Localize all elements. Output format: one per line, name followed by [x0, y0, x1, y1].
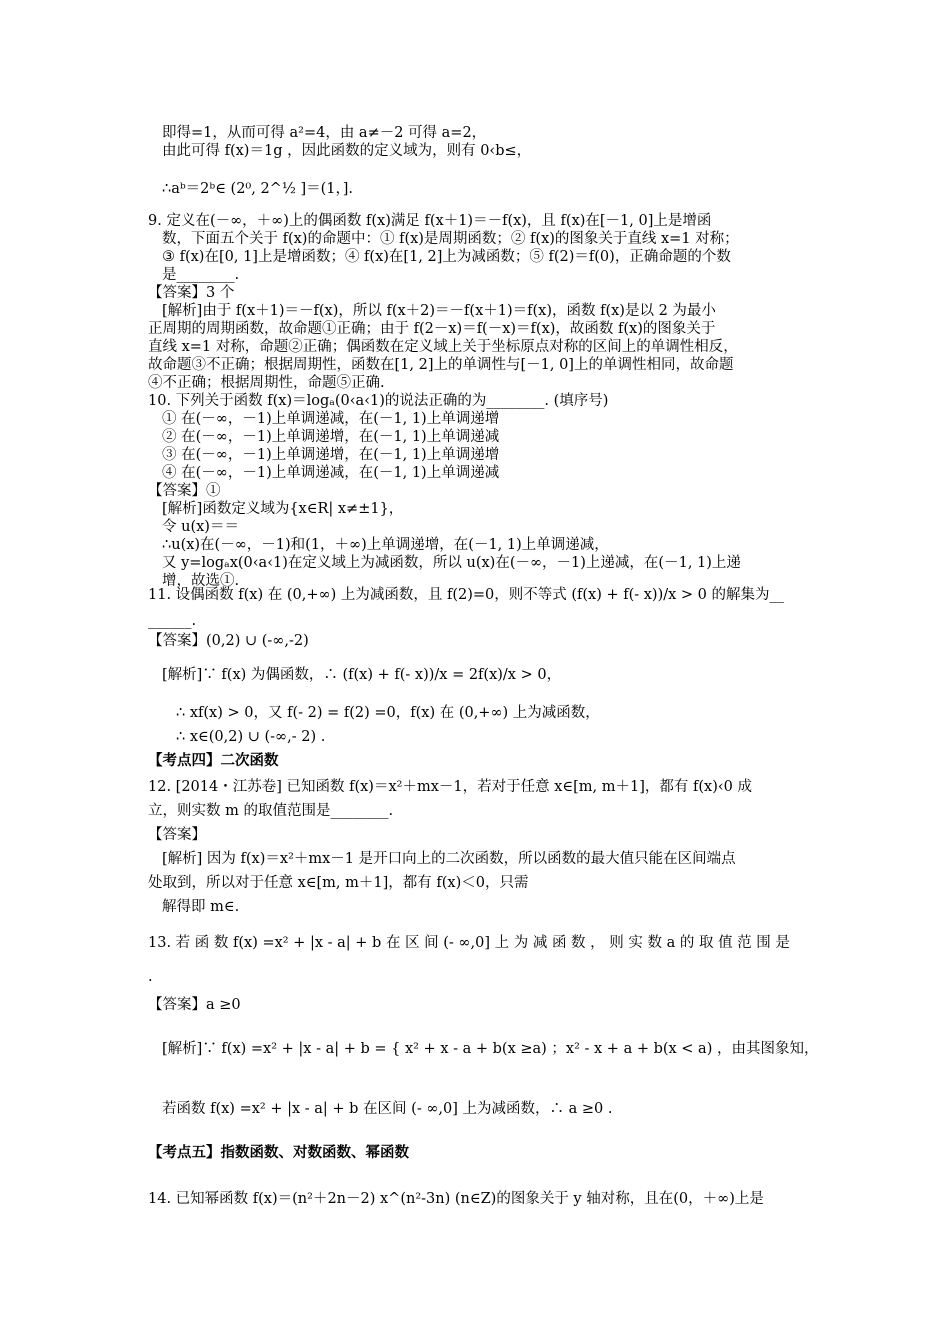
explanation-13-line: 若函数 f(x) =x² + |x - a| + b 在区间 (- ∞,0] 上为减函数，∴ a ≥0 .	[162, 1101, 613, 1117]
explanation-10-line: 令 u(x)＝＝	[162, 519, 239, 535]
answer-9: 【答案】3 个	[148, 285, 235, 301]
explanation-9-line: 故命题③不正确；根据周期性，函数在[1, 2]上的单调性与[－1, 0]上的单调性相同，故命题	[148, 357, 734, 373]
question-11-line: ______.	[148, 613, 197, 629]
section-heading-4: 【考点四】二次函数	[148, 752, 279, 769]
explanation-11-line: ∴ x∈(0,2) ∪ (-∞,- 2) .	[176, 729, 326, 745]
answer-13: 【答案】a ≥0	[148, 997, 241, 1013]
explanation-12-line: 解得即 m∈.	[162, 899, 240, 915]
question-9-line: 是________.	[162, 267, 240, 283]
explanation-10-line: [解析]函数定义域为{x∈R| x≠±1}，	[162, 501, 404, 517]
explanation-11-line: ∴ xf(x) > 0，又 f(- 2) = f(2) =0，f(x) 在 (0,+∞) 上为减函数，	[176, 705, 600, 721]
question-9-line: ③ f(x)在[0, 1]上是增函数；④ f(x)在[1, 2]上为减函数；⑤ f(2)＝f(0)，正确命题的个数	[162, 249, 731, 265]
explanation-10-line: 增，故选①.	[162, 573, 240, 589]
explanation-9-line: ④不正确；根据周期性，命题⑤正确.	[148, 375, 385, 391]
explanation-13-line: [解析]∵ f(x) =x² + |x - a| + b = { x² + x - a + b(x ≥a) ；x² - x + a + b(x < a) ，由其图象知，	[162, 1041, 819, 1057]
question-10-option: ④ 在(－∞，－1)上单调递减，在(－1, 1)上单调递减	[162, 465, 500, 481]
question-9-line: 9. 定义在(－∞，＋∞)上的偶函数 f(x)满足 f(x＋1)＝－f(x)，且 f(x)在[－1, 0]上是增函	[148, 213, 712, 229]
answer-11: 【答案】(0,2) ∪ (-∞,-2)	[148, 633, 309, 649]
question-10-option: ③ 在(－∞，－1)上单调递增，在(－1, 1)上单调递增	[162, 447, 500, 463]
question-9-line: 数，下面五个关于 f(x)的命题中：① f(x)是周期函数；② f(x)的图象关于直线 x=1 对称；	[162, 231, 739, 247]
text-line: ∴aᵇ＝2ᵇ∈ (2⁰, 2^½ ]＝(1，].	[162, 181, 354, 197]
explanation-11-line: [解析]∵ f(x) 为偶函数，∴ (f(x) + f(- x))/x = 2f(x)/x > 0，	[162, 667, 562, 683]
question-12: 12. [2014・江苏卷] 已知函数 f(x)＝x²＋mx－1，若对于任意 x∈[m, m＋1]，都有 f(x)‹0 成	[148, 779, 752, 795]
explanation-9-line: 直线 x=1 对称，命题②正确；偶函数在定义域上关于坐标原点对称的区间上的单调性相反，	[148, 339, 738, 355]
explanation-10-line: 又 y=logₐx(0‹a‹1)在定义域上为减函数，所以 u(x)在(－∞，－1)上递减，在(－1, 1)上递	[162, 555, 741, 571]
section-heading-5: 【考点五】指数函数、对数函数、幂函数	[148, 1144, 409, 1161]
explanation-12-line: [解析] 因为 f(x)＝x²＋mx－1 是开口向上的二次函数，所以函数的最大值只能在区间端点	[162, 851, 736, 867]
question-13: 13. 若 函 数 f(x) =x² + |x - a| + b 在 区 间 (- ∞,0] 上 为 减 函 数 ， 则 实 数 a 的 取 值 范 围 是	[148, 935, 790, 951]
question-13-line: .	[148, 969, 153, 985]
text-line: 即得=1，从而可得 a²=4，由 a≠－2 可得 a=2，	[162, 125, 487, 141]
explanation-9-line: [解析]由于 f(x＋1)＝－f(x)，所以 f(x＋2)＝－f(x＋1)＝f(x)，函数 f(x)是以 2 为最小	[162, 303, 716, 319]
question-14: 14. 已知幂函数 f(x)＝(n²＋2n－2) x^(n²-3n) (n∈Z)的图象关于 y 轴对称，且在(0，＋∞)上是	[148, 1191, 764, 1207]
question-10: 10. 下列关于函数 f(x)＝logₐ(0‹a‹1)的说法正确的为________. (填序号)	[148, 393, 609, 409]
question-10-option: ① 在(－∞，－1)上单调递减，在(－1, 1)上单调递增	[162, 411, 500, 427]
question-12-line: 立，则实数 m 的取值范围是________.	[148, 803, 394, 819]
explanation-9-line: 正周期的周期函数，故命题①正确；由于 f(2－x)＝f(－x)＝f(x)，故函数 f(x)的图象关于	[148, 321, 716, 337]
question-10-option: ② 在(－∞，－1)上单调递增，在(－1, 1)上单调递减	[162, 429, 500, 445]
answer-12: 【答案】	[148, 827, 206, 843]
answer-10: 【答案】①	[148, 483, 221, 499]
question-11: 11. 设偶函数 f(x) 在 (0,+∞) 上为减函数，且 f(2)=0，则不等式 (f(x) + f(- x))/x > 0 的解集为__	[148, 587, 785, 603]
text-line: 由此可得 f(x)＝1g ，因此函数的定义域为，则有 0‹b≤，	[162, 143, 532, 159]
explanation-10-line: ∴u(x)在(－∞，－1)和(1，＋∞)上单调递增，在(－1, 1)上单调递减，	[162, 537, 609, 553]
explanation-12-line: 处取到，所以对于任意 x∈[m, m＋1]，都有 f(x)＜0，只需	[148, 875, 529, 891]
